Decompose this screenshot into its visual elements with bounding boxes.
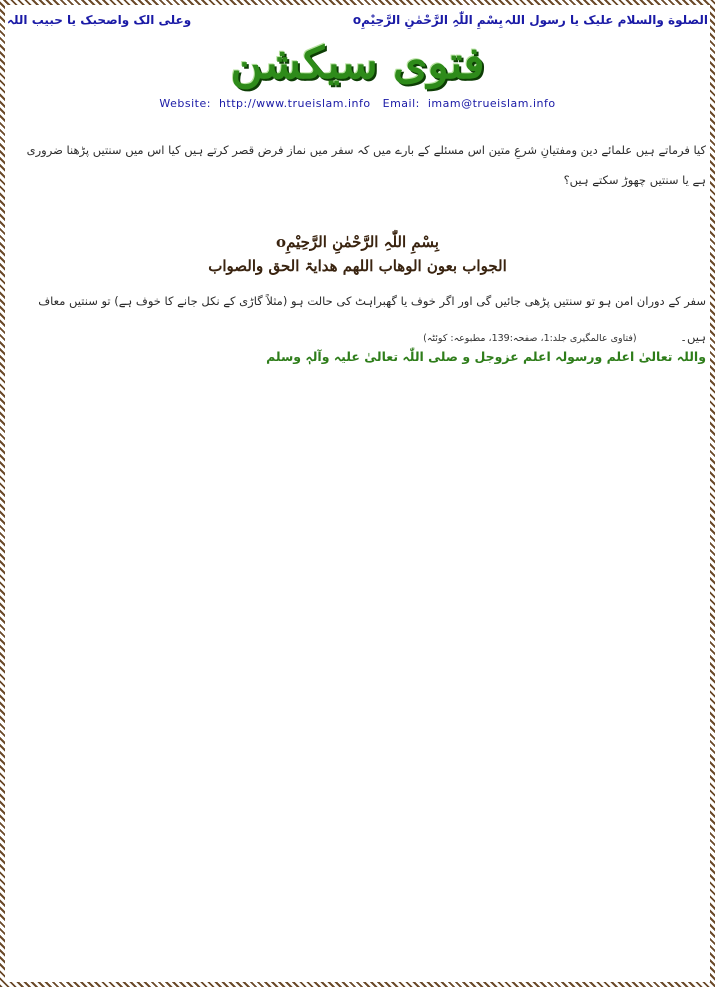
salutation-left: وعلی الک واصحبک یا حبیب اللہ	[7, 13, 192, 27]
salutation-right: الصلوة والسلام علیک یا رسول اللہ	[504, 13, 708, 27]
website-label: Website:	[159, 97, 211, 110]
page-content	[5, 5, 710, 982]
reference-citation: (فتاوی عالمگیری جلد:1، صفحہ:139، مطبوعہ: کوئٹہ)	[423, 333, 637, 344]
email-label: Email:	[382, 97, 420, 110]
header-row	[7, 13, 708, 33]
bismillah-top: بِسْمِ اللّٰہِ الرَّحْمٰنِ الرَّحِیْمِo	[352, 13, 503, 27]
answer-bismillah: بِسْمِ اللّٰہِ الرَّحْمٰنِ الرَّحِیْمِo	[276, 233, 439, 251]
email-link[interactable]: imam@trueislam.info	[427, 97, 556, 110]
answer-text: سفر کے دوران امن ہو تو سنتیں پڑھی جائیں گی اور اگر خوف یا گھبراہٹ کی حالت ہو (مثلاً گاڑی کے نکل جانے کا خوف ہے) تو سنتیں معاف ہیں۔	[38, 294, 706, 344]
answer-heading: الجواب بعون الوھاب اللھم ھدایۃ الحق والصواب	[208, 257, 507, 275]
answer-block	[10, 283, 706, 357]
website-link[interactable]: http://www.trueislam.info	[218, 97, 371, 110]
closing-line: واللہ تعالیٰ اعلم ورسولہ اعلم عزوجل و صلی اللّٰہ تعالیٰ علیہ وآلہٖ وسلم	[266, 349, 706, 364]
contact-line	[5, 97, 710, 110]
question-text: کیا فرماتے ہیں علمائے دین ومفتیانِ شرعِ متین اس مسئلے کے بارے میں کہ سفر میں نماز فرض قصر کرتے ہیں کیا اس میں سنتیں پڑھنا ضروری ہے یا سنتیں چھوڑ سکتے ہیں؟	[26, 143, 706, 187]
fatwa-section-logo: فتوی سیکشن	[230, 38, 485, 89]
